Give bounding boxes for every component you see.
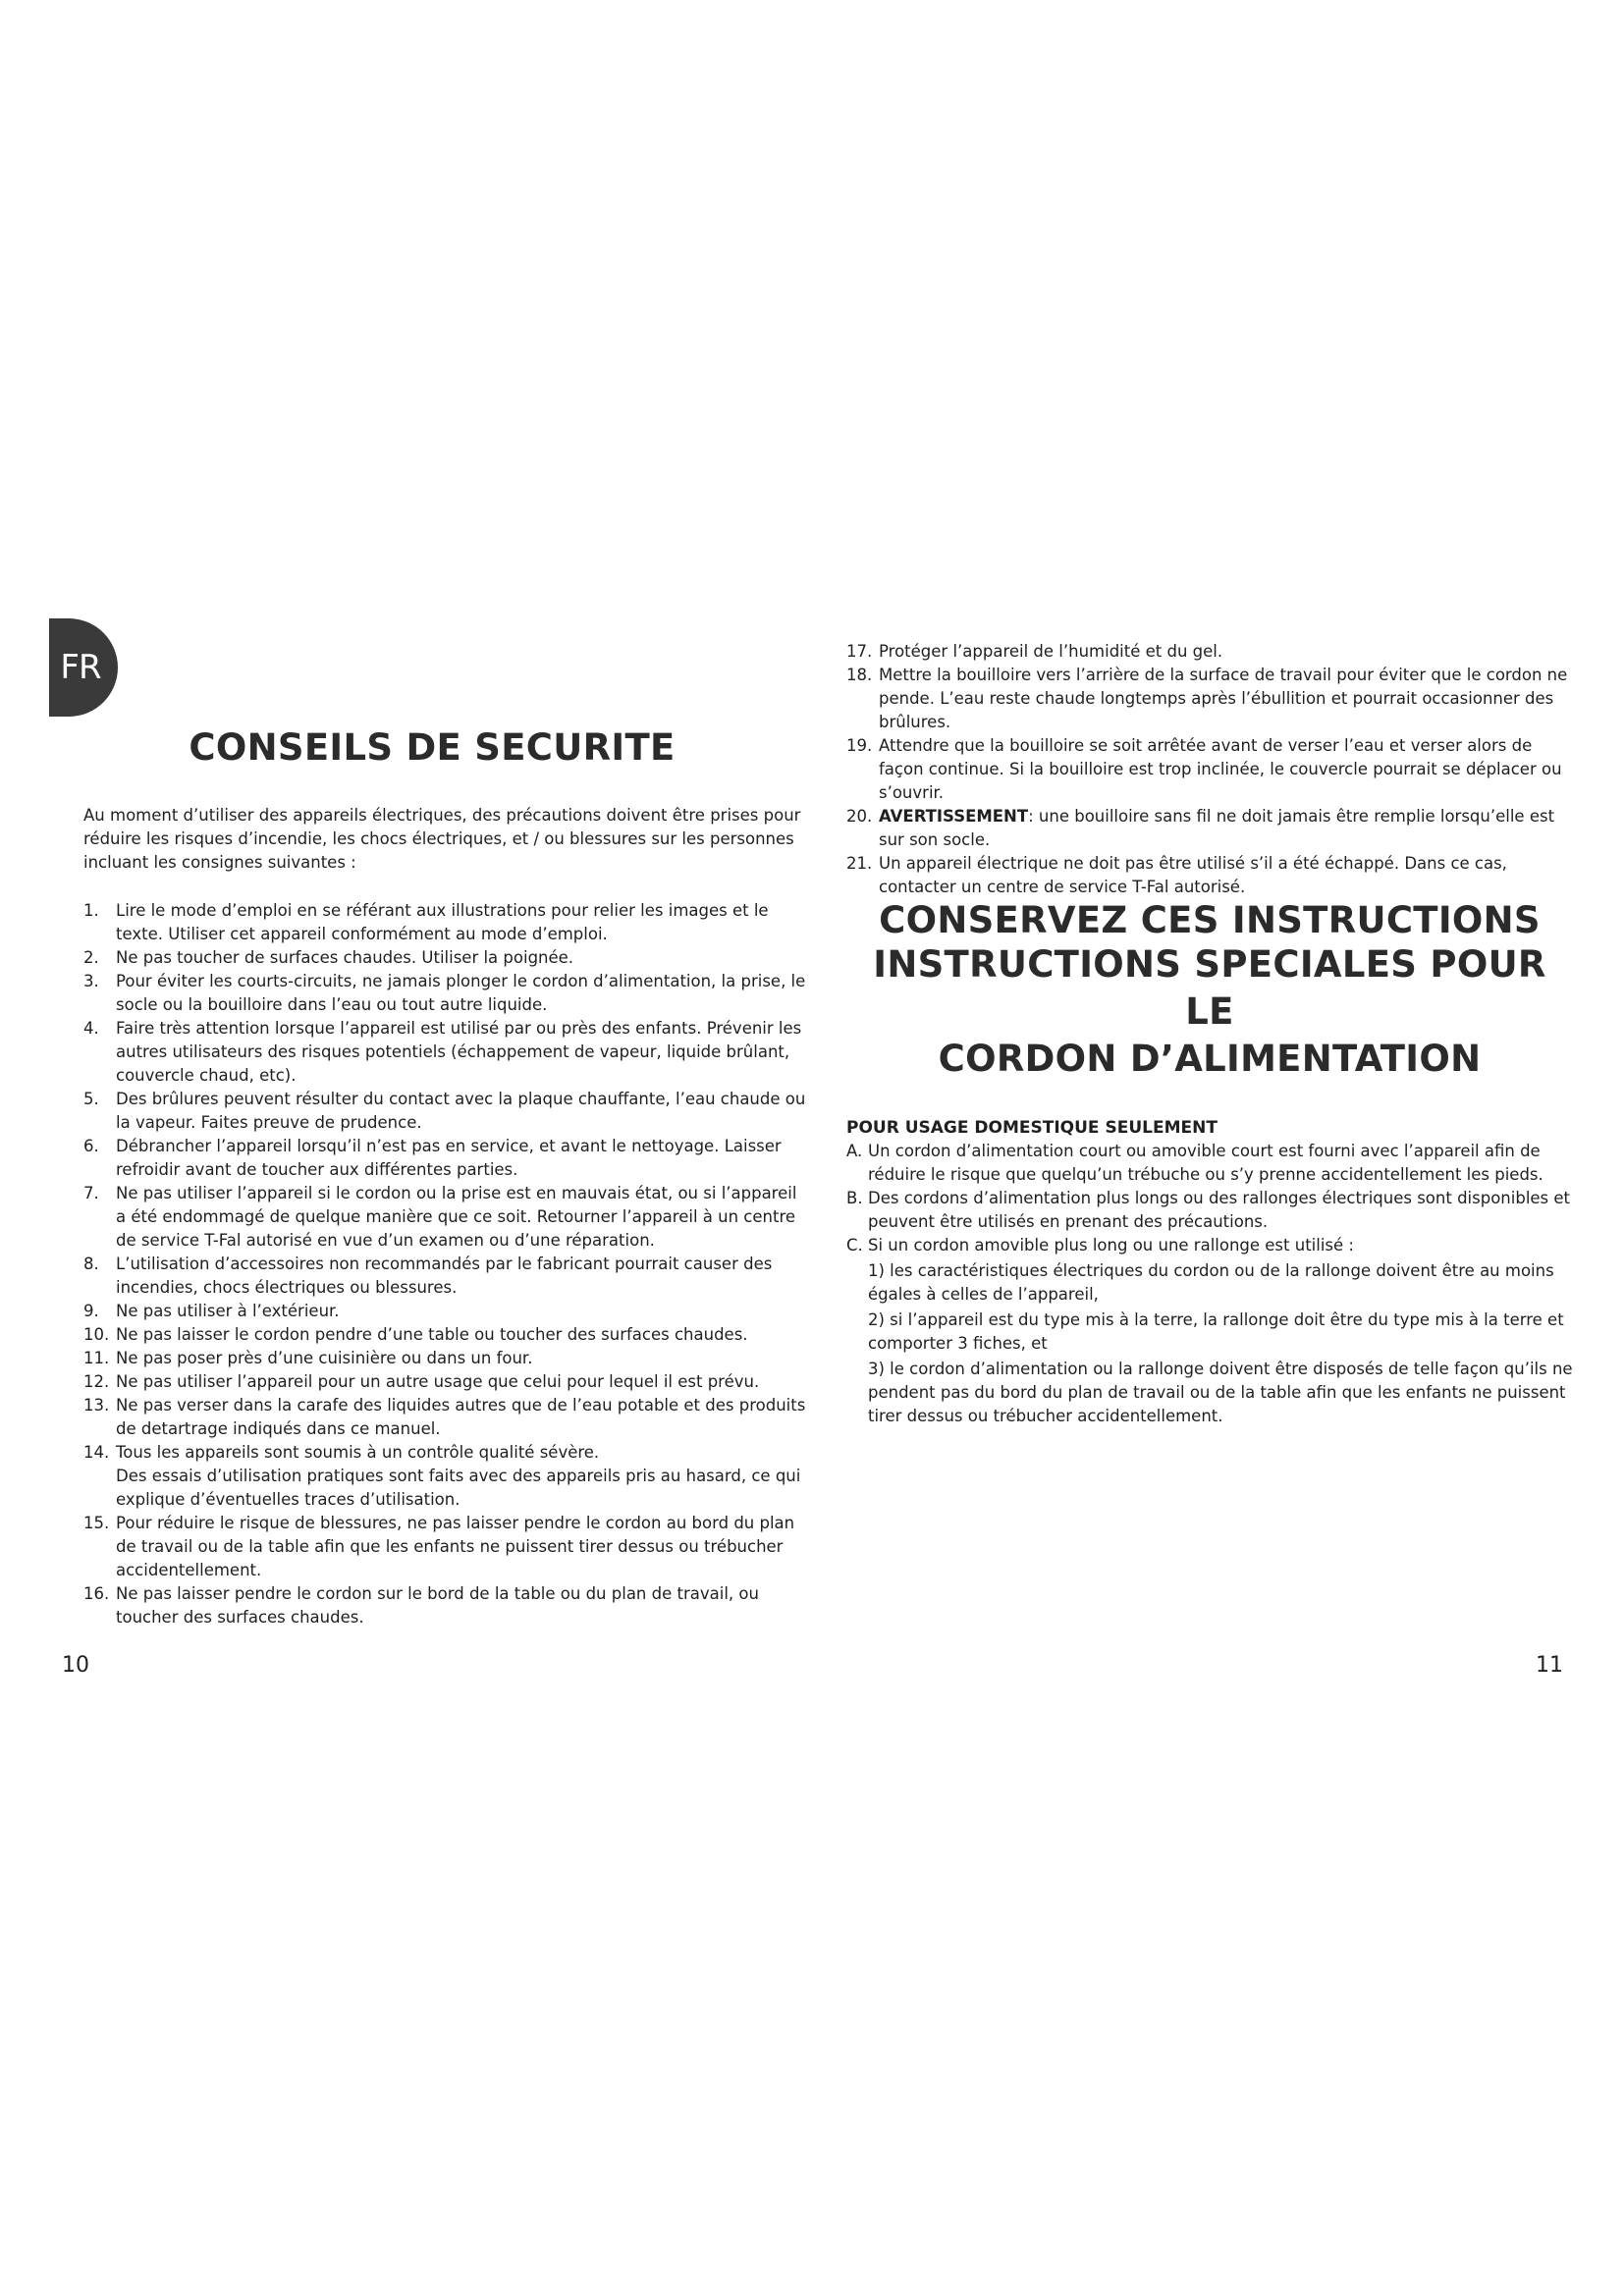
item-text: Ne pas utiliser l’appareil pour un autre usage que celui pour lequel il est prévu. xyxy=(116,1372,760,1391)
item-text: : une bouilloire sans fil ne doit jamais être remplie lorsqu’elle est sur son socle. xyxy=(879,807,1555,849)
item-text: L’utilisation d’accessoires non recommandés par le fabricant pourrait causer des incendies, chocs électriques ou blessures. xyxy=(116,1255,773,1297)
safety-list-left xyxy=(83,899,810,1629)
item-text: Un appareil électrique ne doit pas être utilisé s’il a été échappé. Dans ce cas, contacter un centre de service T-Fal autorisé. xyxy=(879,854,1507,896)
safety-intro: Au moment d’utiliser des appareils électriques, des précautions doivent être prises pour réduire les risques d’incendie, les chocs électriques, et / ou blessures sur les personnes incluant les consignes suivantes : xyxy=(83,806,801,872)
page-number-left: 10 xyxy=(62,1653,89,1678)
item-text: Attendre que la bouilloire se soit arrêtée avant de verser l’eau et verser alors de façon continue. Si la bouilloire est trop inclinée, le couvercle pourrait se déplacer ou s’ouvrir. xyxy=(879,736,1562,802)
right-page-column xyxy=(846,640,1573,1428)
item-text: Ne pas poser près d’une cuisinière ou dans un four. xyxy=(116,1349,533,1367)
list-item xyxy=(846,640,1573,664)
list-item xyxy=(846,664,1573,734)
item-number: 21. xyxy=(846,854,873,873)
list-item xyxy=(83,1300,810,1323)
item-number: 17. xyxy=(846,642,873,661)
item-number: 19. xyxy=(846,736,873,755)
item-number: 20. xyxy=(846,807,873,826)
list-item xyxy=(83,1323,810,1347)
item-text: Si un cordon amovible plus long ou une rallonge est utilisé : xyxy=(868,1236,1354,1255)
list-item xyxy=(846,805,1573,852)
list-item xyxy=(83,1512,810,1582)
list-item xyxy=(846,852,1573,899)
household-use-heading: POUR USAGE DOMESTIQUE SEULEMENT xyxy=(846,1118,1218,1138)
list-item xyxy=(83,1394,810,1441)
item-number: 2. xyxy=(83,948,99,967)
item-number: 13. xyxy=(83,1396,110,1415)
list-item xyxy=(83,1441,810,1512)
item-text: Tous les appareils sont soumis à un contrôle qualité sévère. xyxy=(116,1443,600,1462)
item-text: Pour réduire le risque de blessures, ne pas laisser pendre le cordon au bord du plan de travail ou de la table afin que les enfants ne puissent tirer dessus ou trébucher accidentellement. xyxy=(116,1514,795,1579)
item-text: Ne pas verser dans la carafe des liquides autres que de l’eau potable et des produits de detartrage indiqués dans ce manuel. xyxy=(116,1396,806,1438)
item-number: 3. xyxy=(83,972,99,990)
item-text: Débrancher l’appareil lorsqu’il n’est pas en service, et avant le nettoyage. Laisser refroidir avant de toucher aux différentes parties. xyxy=(116,1137,782,1179)
item-number: 10. xyxy=(83,1325,110,1344)
page-number-right: 11 xyxy=(1536,1653,1563,1678)
list-item xyxy=(846,1234,1573,1428)
sub-point: 1) les caractéristiques électriques du cordon ou de la rallonge doivent être au moins égales à celles de l’appareil, xyxy=(868,1261,1554,1304)
item-text: Lire le mode d’emploi en se référant aux illustrations pour relier les images et le texte. Utiliser cet appareil conformément au mode d’emploi. xyxy=(116,901,769,943)
item-text: Ne pas utiliser l’appareil si le cordon ou la prise est en mauvais état, ou si l’appareil a été endommagé de quelque manière que ce soit. Retourner l’appareil à un centre de service T-Fal autorisé en vue d’un examen ou d’une réparation. xyxy=(116,1184,797,1250)
item-text: Pour éviter les courts-circuits, ne jamais plonger le cordon d’alimentation, la prise, le socle ou la bouilloire dans l’eau ou tout autre liquide. xyxy=(116,972,806,1014)
item-text: Des brûlures peuvent résulter du contact avec la plaque chauffante, l’eau chaude ou la vapeur. Faites preuve de prudence. xyxy=(116,1090,806,1132)
item-letter: C. xyxy=(846,1236,863,1255)
item-number: 1. xyxy=(83,901,99,920)
special-instructions-title xyxy=(846,941,1573,1083)
item-text: Ne pas utiliser à l’extérieur. xyxy=(116,1302,340,1320)
item-text: Ne pas laisser le cordon pendre d’une table ou toucher des surfaces chaudes. xyxy=(116,1325,748,1344)
item-number: 8. xyxy=(83,1255,99,1273)
item-number: 14. xyxy=(83,1443,110,1462)
item-text-continued: Des essais d’utilisation pratiques sont faits avec des appareils pris au hasard, ce qui explique d’éventuelles traces d’utilisation. xyxy=(116,1467,801,1509)
keep-instructions-title: CONSERVEZ CES INSTRUCTIONS xyxy=(879,899,1541,941)
list-item xyxy=(83,1017,810,1088)
list-item xyxy=(83,1135,810,1182)
warning-label: AVERTISSEMENT xyxy=(879,807,1029,826)
list-item xyxy=(846,1140,1573,1187)
item-number: 9. xyxy=(83,1302,99,1320)
item-number: 6. xyxy=(83,1137,99,1155)
item-text: Protéger l’appareil de l’humidité et du gel. xyxy=(879,642,1223,661)
safety-title: CONSEILS DE SECURITE xyxy=(189,726,676,769)
list-item xyxy=(83,970,810,1017)
list-item xyxy=(846,1187,1573,1234)
item-number: 15. xyxy=(83,1514,110,1532)
sub-point: 2) si l’appareil est du type mis à la terre, la rallonge doit être du type mis à la terre et comporter 3 fiches, et xyxy=(868,1310,1564,1353)
list-item xyxy=(83,946,810,970)
special-title-line-1: INSTRUCTIONS SPECIALES POUR LE xyxy=(873,943,1546,1033)
item-number: 5. xyxy=(83,1090,99,1108)
item-letter: B. xyxy=(846,1189,863,1207)
list-item xyxy=(83,1088,810,1135)
list-item xyxy=(846,734,1573,805)
item-number: 11. xyxy=(83,1349,110,1367)
item-letter: A. xyxy=(846,1142,863,1160)
item-text: Ne pas laisser pendre le cordon sur le bord de la table ou du plan de travail, ou toucher des surfaces chaudes. xyxy=(116,1584,759,1627)
list-item xyxy=(83,899,810,946)
left-page-column xyxy=(83,726,810,1629)
list-item xyxy=(83,1182,810,1253)
safety-list-right xyxy=(846,640,1573,899)
sub-point: 3) le cordon d’alimentation ou la rallonge doivent être disposés de telle façon qu’ils ne pendent pas du bord du plan de travail ou de la table afin que les enfants ne puissent tirer dessus ou trébucher accidentellement. xyxy=(868,1360,1573,1425)
item-number: 18. xyxy=(846,666,873,684)
item-text: Mettre la bouilloire vers l’arrière de la surface de travail pour éviter que le cordon ne pende. L’eau reste chaude longtemps après l’ébullition et pourrait occasionner des brûlures. xyxy=(879,666,1568,731)
list-item xyxy=(83,1582,810,1629)
special-title-line-2: CORDON D’ALIMENTATION xyxy=(938,1038,1482,1080)
list-item xyxy=(83,1347,810,1370)
item-number: 12. xyxy=(83,1372,110,1391)
item-text: Ne pas toucher de surfaces chaudes. Utiliser la poignée. xyxy=(116,948,574,967)
item-text: Un cordon d’alimentation court ou amovible court est fourni avec l’appareil afin de réduire le risque que quelqu’un trébuche ou s’y prenne accidentellement les pieds. xyxy=(868,1142,1543,1184)
item-number: 4. xyxy=(83,1019,99,1038)
item-text: Des cordons d’alimentation plus longs ou des rallonges électriques sont disponibles et peuvent être utilisés en prenant des précautions. xyxy=(868,1189,1571,1231)
list-item xyxy=(83,1370,810,1394)
list-item xyxy=(83,1253,810,1300)
item-number: 16. xyxy=(83,1584,110,1603)
cord-instructions-list xyxy=(846,1140,1573,1428)
item-text: Faire très attention lorsque l’appareil est utilisé par ou près des enfants. Prévenir les autres utilisateurs des risques potentiels (échappement de vapeur, liquide brûlant, couvercle chaud, etc). xyxy=(116,1019,802,1085)
item-number: 7. xyxy=(83,1184,99,1202)
language-tab: FR xyxy=(49,618,118,717)
